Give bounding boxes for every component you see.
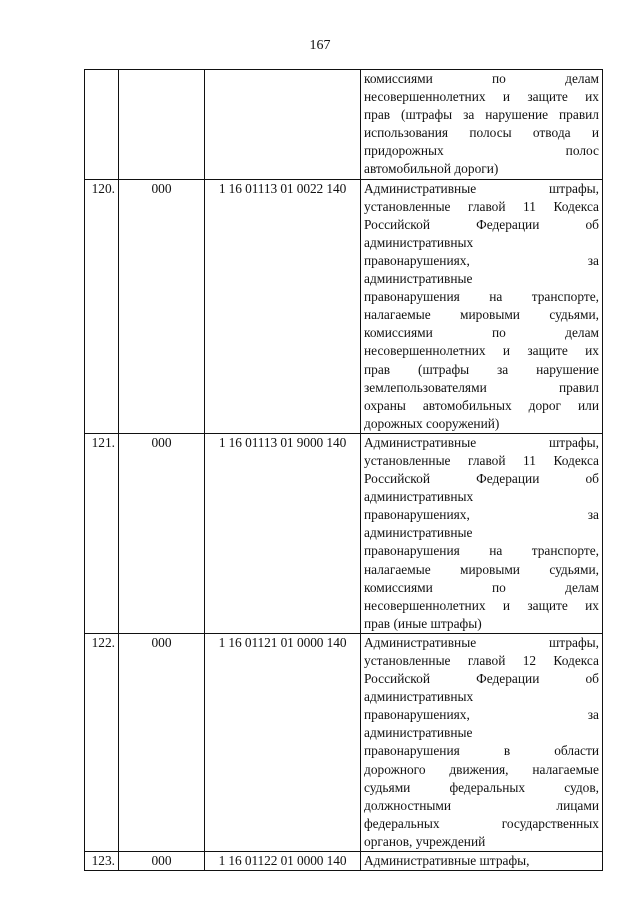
revenue-name-line: должностными лицами xyxy=(364,797,599,813)
table-row xyxy=(85,633,603,851)
revenue-name-line: установленные главой 11 Кодекса xyxy=(364,198,599,214)
revenue-name-cell xyxy=(361,70,603,180)
revenue-name-cell xyxy=(361,179,603,433)
revenue-name-line: Административные штрафы, xyxy=(364,634,599,650)
revenue-name-line: автомобильной дороги) xyxy=(364,161,499,177)
admin-code-cell: 000 xyxy=(119,433,205,633)
revenue-name-line: федеральных государственных xyxy=(364,815,599,831)
admin-code-cell: 000 xyxy=(119,633,205,851)
revenue-name-line: административные xyxy=(364,271,473,287)
revenue-name-line: административных xyxy=(364,234,474,250)
table-row xyxy=(85,70,603,180)
revenue-name-line: придорожных полос xyxy=(364,143,599,159)
revenue-name-line: несовершеннолетних и защите их xyxy=(364,343,599,359)
admin-code-cell xyxy=(119,70,205,180)
table-row xyxy=(85,433,603,633)
revenue-name-line: комиссиями по делам xyxy=(364,71,599,86)
revenue-name-line: Административные штрафы, xyxy=(364,180,599,196)
revenue-name-line: налагаемые мировыми судьями, xyxy=(364,561,599,577)
revenue-name-cell xyxy=(361,633,603,851)
revenue-name-line: налагаемые мировыми судьями, xyxy=(364,307,599,323)
revenue-name-line: административные xyxy=(364,525,473,541)
revenue-name-line: Российской Федерации об xyxy=(364,216,599,232)
revenue-name-line: Российской Федерации об xyxy=(364,671,599,687)
table-row xyxy=(85,179,603,433)
revenue-name-line: комиссиями по делам xyxy=(364,579,599,595)
revenue-name-line: правонарушениях, за xyxy=(364,252,599,268)
admin-code-cell: 000 xyxy=(119,179,205,433)
row-number-cell: 120. xyxy=(85,179,119,433)
revenue-name-line: комиссиями по делам xyxy=(364,325,599,341)
revenue-name-line: правонарушениях, за xyxy=(364,707,599,723)
revenue-name-line: административных xyxy=(364,689,474,705)
revenue-name-line: прав (штрафы за нарушение xyxy=(364,361,599,377)
revenue-name-line: несовершеннолетних и защите их xyxy=(364,89,599,105)
budget-code-cell: 1 16 01113 01 0022 140 xyxy=(205,179,361,433)
revenue-name-line: дорожного движения, налагаемые xyxy=(364,761,599,777)
revenue-name-line: прав (штрафы за нарушение правил xyxy=(364,107,599,123)
revenue-name-cell xyxy=(361,433,603,633)
revenue-name-line: правонарушениях, за xyxy=(364,507,599,523)
revenue-name-line: правонарушения на транспорте, xyxy=(364,289,599,305)
row-number-cell xyxy=(85,70,119,180)
revenue-name-line: установленные главой 12 Кодекса xyxy=(364,653,599,668)
budget-classification-table xyxy=(84,69,603,871)
row-number-cell: 123. xyxy=(85,852,119,871)
table-body xyxy=(85,70,603,871)
revenue-name-line: использования полосы отвода и xyxy=(364,125,599,141)
row-number-cell: 122. xyxy=(85,633,119,851)
revenue-name-line: Российской Федерации об xyxy=(364,471,599,487)
revenue-name-line: Административные штрафы, xyxy=(364,434,599,450)
budget-code-cell: 1 16 01122 01 0000 140 xyxy=(205,852,361,871)
revenue-name-line: органов, учреждений xyxy=(364,833,486,849)
revenue-name-line: охраны автомобильных дорог или xyxy=(364,397,599,413)
revenue-name-line: судьями федеральных судов, xyxy=(364,779,599,795)
revenue-name-line: установленные главой 11 Кодекса xyxy=(364,452,599,468)
revenue-name-cell xyxy=(361,852,603,871)
revenue-name-line: правонарушения в области xyxy=(364,743,599,759)
revenue-name-line: землепользователями правил xyxy=(364,379,599,395)
table-row xyxy=(85,852,603,871)
budget-code-cell xyxy=(205,70,361,180)
revenue-name-line: дорожных сооружений) xyxy=(364,415,500,431)
revenue-name-line: правонарушения на транспорте, xyxy=(364,543,599,559)
budget-code-cell: 1 16 01121 01 0000 140 xyxy=(205,633,361,851)
revenue-name-line: несовершеннолетних и защите их xyxy=(364,597,599,613)
page-number: 167 xyxy=(309,38,331,53)
revenue-name-line: Административные штрафы, xyxy=(364,853,530,869)
budget-code-cell: 1 16 01113 01 9000 140 xyxy=(205,433,361,633)
revenue-name-line: административные xyxy=(364,725,473,741)
revenue-name-line: прав (иные штрафы) xyxy=(364,615,482,631)
admin-code-cell: 000 xyxy=(119,852,205,871)
row-number-cell: 121. xyxy=(85,433,119,633)
revenue-name-line: административных xyxy=(364,489,474,505)
